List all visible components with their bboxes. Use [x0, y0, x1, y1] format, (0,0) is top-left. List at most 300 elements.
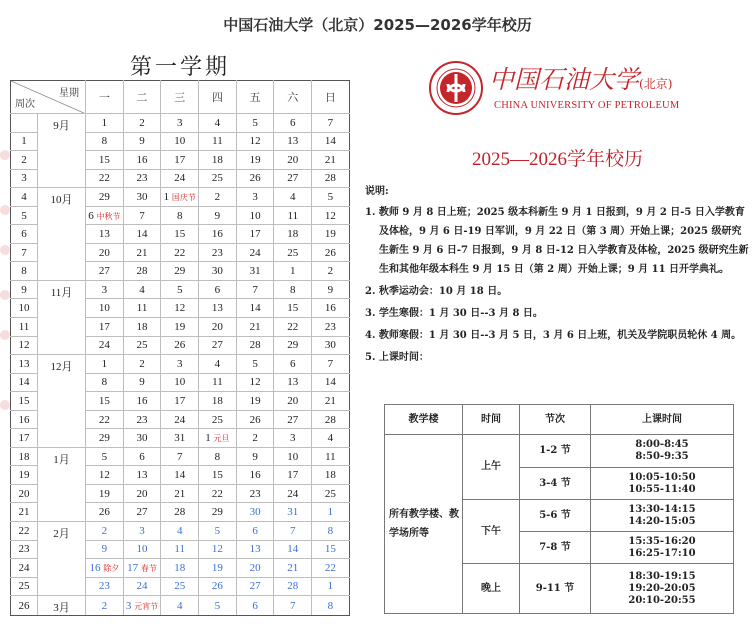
day-number: 8 [327, 524, 334, 537]
day-number: 27 [136, 506, 148, 519]
day-number: 26 [249, 172, 261, 185]
page-title: 中国石油大学（北京）2025—2026学年校历 [223, 16, 532, 34]
day-cell [86, 280, 124, 299]
day-number: 14 [249, 302, 261, 315]
day-cell [161, 466, 199, 485]
day-number: 3 [125, 599, 132, 612]
week-number: 16 [11, 410, 38, 429]
weekday-header: 六 [274, 81, 312, 114]
day-number: 13 [136, 469, 148, 482]
diagonal-header [11, 81, 86, 114]
month-label: 9月 [38, 114, 86, 188]
day-cell [86, 466, 124, 485]
week-number: 18 [11, 447, 38, 466]
day-cell [312, 114, 350, 133]
day-cell [86, 596, 124, 616]
day-number: 15 [98, 394, 110, 407]
day-cell [123, 151, 161, 170]
day-cell [123, 318, 161, 337]
day-cell [312, 429, 350, 448]
day-number: 6 [252, 524, 258, 537]
day-number: 24 [174, 172, 186, 185]
day-number: 19 [174, 320, 186, 333]
week-number: 25 [11, 577, 38, 596]
day-cell [236, 373, 274, 392]
day-cell [161, 355, 199, 374]
day-cell [161, 559, 199, 578]
session-cell: 3-4 节 [520, 468, 591, 500]
day-number: 22 [98, 413, 110, 426]
weekday-header: 五 [236, 81, 274, 114]
day-cell [123, 132, 161, 151]
notes-section [365, 182, 750, 370]
day-cell [123, 262, 161, 281]
day-number: 3 [101, 283, 108, 296]
day-cell [199, 559, 237, 578]
day-cell [236, 392, 274, 411]
calendar-week-row [11, 188, 350, 207]
day-number: 15 [324, 543, 336, 556]
day-cell [236, 188, 274, 207]
day-number: 25 [324, 487, 336, 500]
day-cell [123, 410, 161, 429]
day-number: 30 [136, 432, 148, 445]
day-number: 27 [249, 580, 261, 593]
day-number: 7 [290, 599, 296, 612]
day-cell [123, 373, 161, 392]
day-cell [199, 299, 237, 318]
month-label: 1月 [38, 447, 86, 521]
day-cell [123, 114, 161, 133]
day-number: 16 [136, 394, 148, 407]
day-number: 11 [287, 209, 299, 222]
day-number: 12 [324, 209, 336, 222]
day-cell [236, 355, 274, 374]
day-number: 20 [136, 487, 148, 500]
day-number: 18 [136, 320, 148, 333]
day-cell [123, 188, 161, 207]
day-cell [123, 484, 161, 503]
day-cell [274, 336, 312, 355]
day-number: 28 [174, 506, 186, 519]
building-cell: 所有教学楼、教学场所等 [385, 435, 463, 614]
day-cell [86, 410, 124, 429]
day-number: 5 [214, 599, 221, 612]
day-cell [274, 596, 312, 616]
week-number: 20 [11, 484, 38, 503]
day-number: 19 [249, 394, 261, 407]
week-number: 23 [11, 540, 38, 559]
day-cell [274, 114, 312, 133]
day-cell [123, 169, 161, 188]
day-number: 4 [327, 432, 334, 445]
week-number: 3 [11, 169, 38, 188]
day-cell [123, 447, 161, 466]
day-number: 16 [324, 302, 336, 315]
day-number: 4 [139, 283, 145, 296]
day-number: 15 [98, 153, 110, 166]
day-cell [236, 484, 274, 503]
day-number: 11 [325, 450, 336, 463]
day-cell [274, 466, 312, 485]
day-number: 16 [89, 561, 101, 574]
day-cell [236, 466, 274, 485]
day-number: 9 [214, 209, 221, 222]
header-session: 节次 [520, 405, 591, 435]
day-cell [236, 206, 274, 225]
day-number: 21 [249, 320, 261, 333]
day-number: 5 [176, 283, 183, 296]
week-number: 14 [11, 373, 38, 392]
day-number: 27 [287, 413, 299, 426]
day-cell [161, 299, 199, 318]
day-number: 4 [176, 599, 183, 612]
day-number: 6 [139, 450, 145, 463]
weekday-axis-label: 星期 [59, 88, 79, 99]
day-cell [236, 522, 274, 541]
day-number: 20 [211, 320, 223, 333]
day-cell [86, 243, 124, 262]
note-item: 5. 上课时间： [365, 352, 429, 363]
time-range: 8:50-9:35 [635, 451, 689, 462]
day-cell [274, 280, 312, 299]
day-cell [274, 318, 312, 337]
day-cell [199, 484, 237, 503]
day-number: 16 [249, 469, 261, 482]
day-number: 29 [98, 432, 110, 445]
day-number: 21 [136, 246, 148, 259]
day-cell [274, 559, 312, 578]
week-number: 2 [11, 151, 38, 170]
day-number: 2 [139, 357, 145, 370]
day-cell [236, 503, 274, 522]
time-range: 19:20-20:05 [628, 582, 696, 594]
day-number: 18 [174, 561, 186, 574]
day-number: 30 [249, 506, 261, 519]
day-number: 21 [324, 153, 336, 166]
month-label: 10月 [38, 188, 86, 281]
day-number: 2 [139, 116, 145, 129]
day-number: 19 [211, 561, 223, 574]
day-cell [236, 447, 274, 466]
day-number: 2 [101, 599, 108, 612]
day-number: 30 [211, 265, 223, 278]
calendar-week-row [11, 114, 350, 133]
day-number: 4 [176, 524, 183, 537]
decoration-dot [0, 400, 10, 410]
day-cell [274, 373, 312, 392]
calendar-week-row [11, 596, 350, 616]
day-cell [123, 299, 161, 318]
class-time-cell [591, 532, 734, 564]
day-cell [86, 447, 124, 466]
day-cell [161, 188, 199, 207]
day-number: 25 [211, 413, 223, 426]
day-cell [199, 262, 237, 281]
day-cell [199, 132, 237, 151]
day-number: 6 [88, 209, 94, 222]
day-number: 5 [101, 450, 108, 463]
day-cell [312, 188, 350, 207]
day-cell [123, 336, 161, 355]
day-cell [236, 114, 274, 133]
decoration-dot [0, 290, 10, 300]
day-number: 17 [174, 153, 186, 166]
day-cell [312, 169, 350, 188]
decoration-dot [0, 205, 10, 215]
day-number: 12 [249, 135, 261, 148]
week-number: 10 [11, 299, 38, 318]
day-cell [199, 169, 237, 188]
day-cell [312, 355, 350, 374]
day-number: 24 [136, 580, 148, 593]
day-cell [123, 503, 161, 522]
day-cell [123, 577, 161, 596]
day-number: 26 [98, 506, 110, 519]
day-cell [236, 280, 274, 299]
day-cell [86, 559, 124, 578]
day-cell [86, 225, 124, 244]
day-cell [274, 522, 312, 541]
day-cell [86, 373, 124, 392]
day-cell [161, 503, 199, 522]
day-cell [312, 540, 350, 559]
day-number: 18 [324, 469, 336, 482]
note-item: 4. 教师寒假：1 月 30 日--3 月 5 日，3 月 6 日上班，机关及学院职员轮休 4 周。 [365, 330, 742, 341]
day-cell [312, 392, 350, 411]
month-label: 12月 [38, 355, 86, 448]
day-number: 27 [98, 265, 110, 278]
day-number: 29 [287, 339, 299, 352]
logo-cn-suffix: (北京) [639, 77, 673, 91]
day-number: 22 [174, 246, 186, 259]
weekday-header: 三 [161, 81, 199, 114]
day-cell [236, 318, 274, 337]
day-cell [123, 429, 161, 448]
day-number: 20 [287, 153, 299, 166]
day-cell [161, 410, 199, 429]
header-class-time: 上课时间 [591, 405, 734, 435]
week-number: 22 [11, 522, 38, 541]
day-number: 7 [252, 283, 258, 296]
calendar-week-row [11, 522, 350, 541]
day-number: 2 [327, 265, 334, 278]
decoration-dot [0, 330, 10, 340]
day-number: 28 [249, 339, 261, 352]
day-number: 19 [324, 228, 336, 241]
day-number: 25 [287, 246, 299, 259]
calendar-header-row [11, 81, 350, 114]
day-number: 2 [101, 524, 108, 537]
day-cell [236, 151, 274, 170]
header-building: 教学楼 [385, 405, 463, 435]
month-label: 3月 [38, 596, 86, 616]
day-cell [312, 373, 350, 392]
day-cell [86, 188, 124, 207]
day-cell [161, 206, 199, 225]
week-number: 17 [11, 429, 38, 448]
day-number: 5 [214, 524, 221, 537]
period-cell: 晚上 [463, 564, 520, 614]
day-number: 8 [101, 135, 108, 148]
day-number: 23 [211, 246, 223, 259]
day-cell [199, 447, 237, 466]
weekday-header: 二 [123, 81, 161, 114]
day-cell [161, 132, 199, 151]
day-number: 26 [174, 339, 186, 352]
day-number: 17 [174, 394, 186, 407]
calendar-week-row [11, 355, 350, 374]
day-cell [274, 429, 312, 448]
day-cell [274, 188, 312, 207]
day-cell [86, 262, 124, 281]
day-number: 12 [211, 543, 223, 556]
holiday-label: 元旦 [213, 434, 230, 444]
day-number: 30 [136, 190, 148, 203]
day-cell [161, 225, 199, 244]
day-cell [86, 318, 124, 337]
day-number: 21 [174, 487, 186, 500]
header-time: 时间 [463, 405, 520, 435]
day-cell [161, 243, 199, 262]
day-cell [312, 336, 350, 355]
day-number: 24 [249, 246, 261, 259]
day-cell [274, 243, 312, 262]
week-number: 12 [11, 336, 38, 355]
day-cell [199, 522, 237, 541]
week-number: 21 [11, 503, 38, 522]
day-number: 22 [324, 561, 336, 574]
day-cell [274, 151, 312, 170]
day-cell [86, 503, 124, 522]
day-cell [199, 355, 237, 374]
class-time-cell [591, 435, 734, 468]
day-number: 17 [287, 469, 299, 482]
day-cell [199, 151, 237, 170]
week-number: 9 [11, 280, 38, 299]
day-cell [123, 466, 161, 485]
day-cell [236, 429, 274, 448]
day-number: 11 [174, 543, 186, 556]
day-cell [161, 318, 199, 337]
semester-title: 第一学期 [129, 55, 230, 80]
day-cell [161, 169, 199, 188]
day-number: 11 [212, 376, 223, 389]
day-number: 11 [212, 135, 223, 148]
week-number: 4 [11, 188, 38, 207]
university-seal-icon [428, 60, 484, 116]
week-axis-label: 周次 [15, 99, 35, 110]
day-cell [274, 299, 312, 318]
day-number: 5 [252, 357, 258, 370]
note-item: 2. 秋季运动会：10 月 18 日。 [365, 286, 508, 297]
day-cell [312, 318, 350, 337]
day-number: 23 [136, 172, 148, 185]
day-cell [161, 336, 199, 355]
day-number: 8 [101, 376, 108, 389]
day-cell [274, 540, 312, 559]
day-number: 26 [211, 580, 223, 593]
week-number: 26 [11, 596, 38, 616]
day-number: 18 [211, 394, 223, 407]
month-label: 11月 [38, 280, 86, 354]
class-schedule-table [384, 404, 734, 614]
day-cell [161, 577, 199, 596]
day-cell [161, 596, 199, 616]
day-number: 28 [136, 265, 148, 278]
day-number: 25 [211, 172, 223, 185]
day-cell [312, 577, 350, 596]
day-number: 3 [176, 357, 183, 370]
day-cell [86, 355, 124, 374]
class-time-cell [591, 468, 734, 500]
day-number: 12 [98, 469, 110, 482]
day-number: 8 [327, 599, 334, 612]
logo-en-name: CHINA UNIVERSITY OF PETROLEUM [494, 100, 680, 111]
day-number: 14 [174, 469, 186, 482]
day-number: 6 [214, 283, 221, 296]
day-number: 25 [174, 580, 186, 593]
day-number: 19 [249, 153, 261, 166]
day-cell [274, 484, 312, 503]
period-cell: 下午 [463, 500, 520, 564]
day-cell [312, 559, 350, 578]
day-cell [123, 355, 161, 374]
day-number: 1 [163, 190, 170, 203]
day-cell [199, 114, 237, 133]
day-number: 10 [174, 135, 186, 148]
day-number: 24 [174, 413, 186, 426]
holiday-label: 中秋节 [96, 211, 121, 221]
day-number: 10 [174, 376, 186, 389]
session-cell: 5-6 节 [520, 500, 591, 532]
day-number: 18 [211, 153, 223, 166]
month-label: 2月 [38, 522, 86, 596]
day-number: 14 [136, 228, 148, 241]
day-number: 7 [176, 450, 183, 463]
day-cell [123, 225, 161, 244]
holiday-label: 除夕 [103, 563, 120, 573]
session-cell: 9-11 节 [520, 564, 591, 614]
day-cell [312, 410, 350, 429]
day-cell [274, 225, 312, 244]
week-number: 15 [11, 392, 38, 411]
day-cell [199, 596, 237, 616]
day-number: 17 [249, 228, 261, 241]
time-range: 16:25-17:10 [628, 547, 696, 559]
day-cell [199, 577, 237, 596]
day-cell [236, 559, 274, 578]
day-number: 10 [136, 543, 148, 556]
day-cell [312, 206, 350, 225]
day-number: 1 [101, 357, 108, 370]
day-number: 8 [176, 209, 183, 222]
day-number: 13 [287, 135, 299, 148]
class-time-cell [591, 500, 734, 532]
day-number: 28 [324, 413, 336, 426]
day-cell [236, 577, 274, 596]
time-range: 20:10-20:55 [628, 594, 696, 606]
day-cell [86, 429, 124, 448]
day-cell [312, 299, 350, 318]
day-number: 3 [139, 524, 145, 537]
holiday-label: 元宵节 [134, 601, 159, 611]
day-cell [199, 225, 237, 244]
day-number: 17 [127, 561, 139, 574]
day-cell [312, 151, 350, 170]
day-number: 14 [324, 376, 336, 389]
notes-label: 说明: [365, 186, 389, 197]
